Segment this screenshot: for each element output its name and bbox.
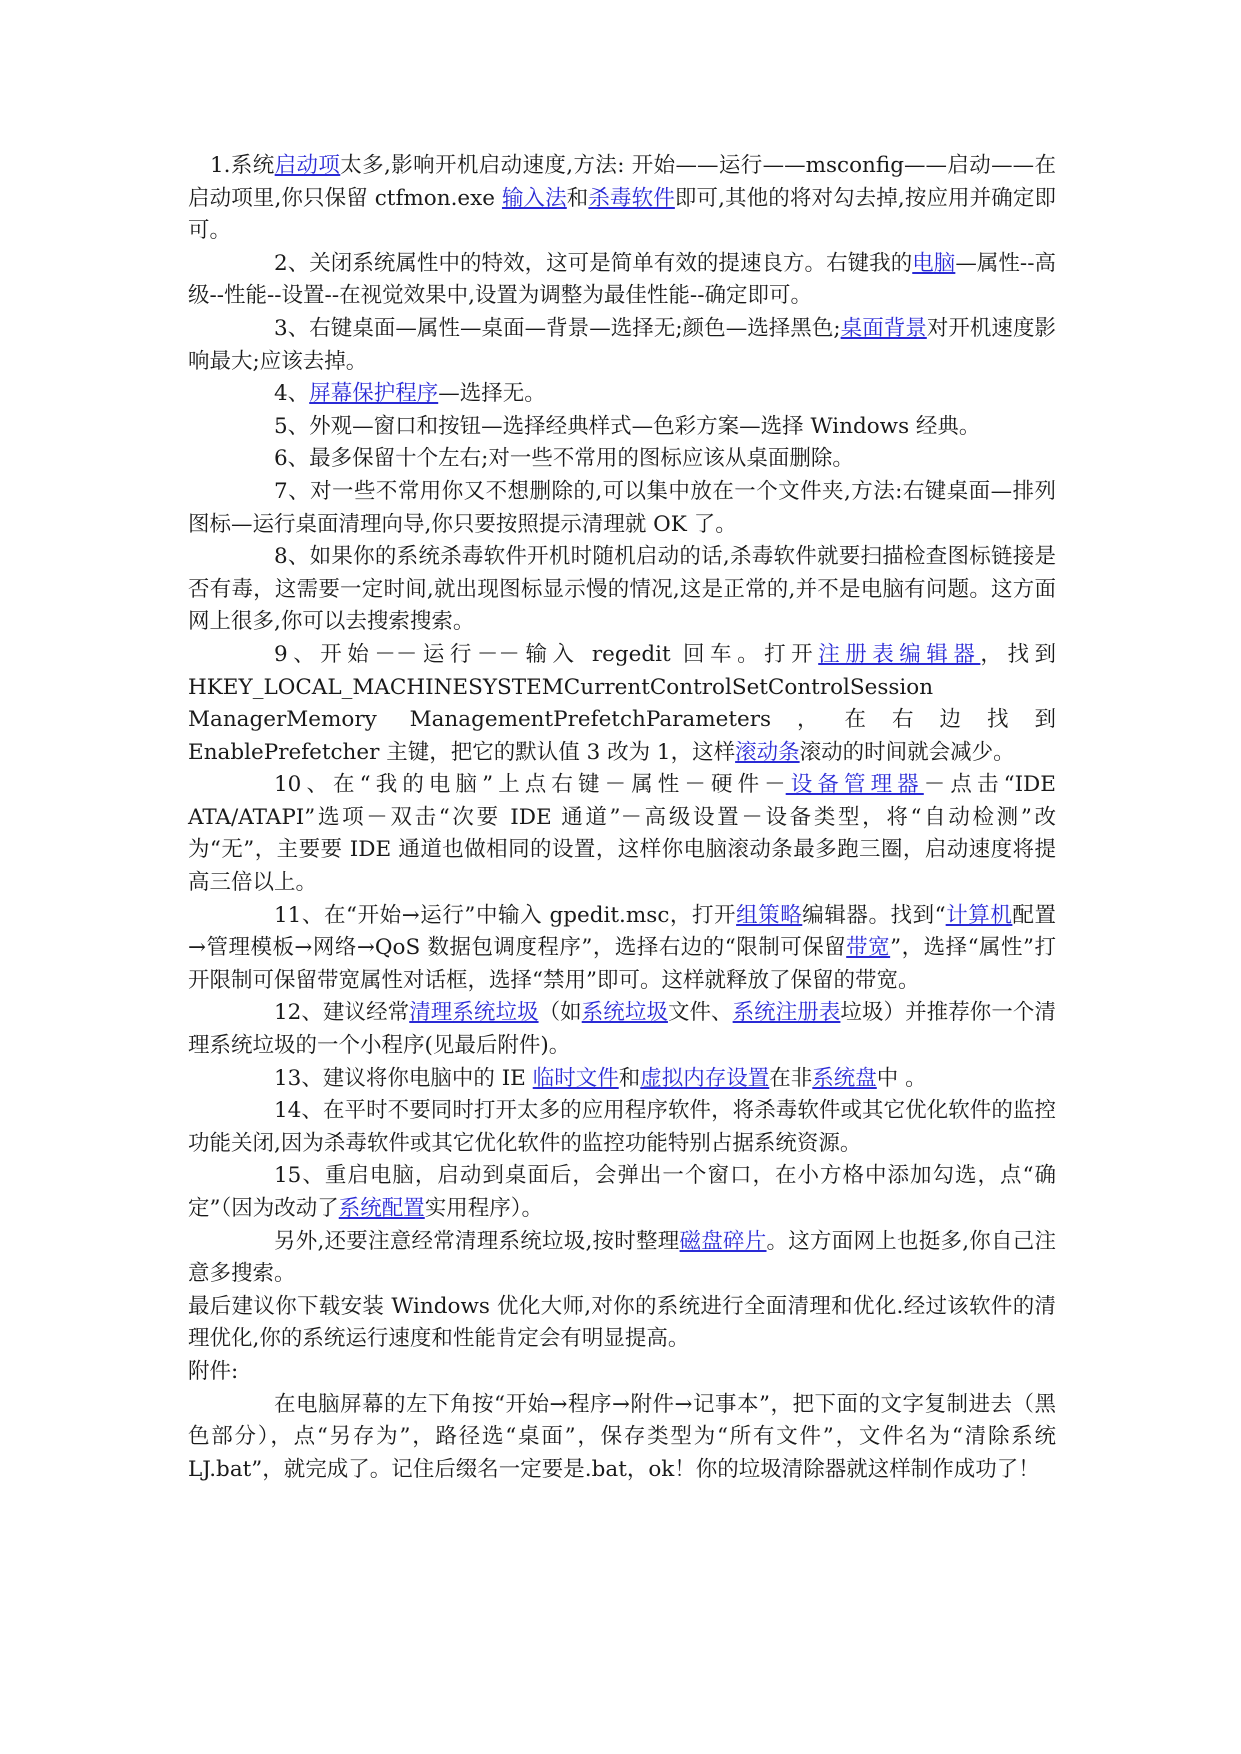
paragraph-15 <box>188 1160 1056 1225</box>
text-run: 在非 <box>769 1065 813 1091</box>
text-run: 14、在平时不要同时打开太多的应用程序软件，将杀毒软件或其它优化软件的监控功能关闭,因为杀毒软件或其它优化软件的监控功能特别占据系统资源。 <box>188 1098 1056 1156</box>
text-run: （如 <box>538 1000 582 1026</box>
text-run: 15、重启电脑，启动到桌面后，会弹出一个窗口，在小方格中添加勾选，点“确定”（因为改动了 <box>188 1163 1056 1221</box>
text-run: 11、在“开始→运行”中输入 gpedit.msc，打开 <box>274 902 737 928</box>
link-计算机[interactable]: 计算机 <box>945 902 1013 928</box>
text-run: 6、最多保留十个左右;对一些不常用的图标应该从桌面删除。 <box>274 446 854 472</box>
text-run: 10、在“我的电脑”上点右键－属性－硬件－ <box>274 772 786 798</box>
link-虚拟内存设置[interactable]: 虚拟内存设置 <box>640 1065 770 1091</box>
text-run: 。这方面网上也挺多,你自己注意多搜索。 <box>188 1228 1057 1287</box>
paragraph-1 <box>188 150 1056 248</box>
link-桌面背景[interactable]: 桌面背景 <box>840 315 927 341</box>
link-系统垃圾[interactable]: 系统垃圾 <box>581 1000 668 1026</box>
text-run: 4、 <box>274 381 310 407</box>
text-run: 13、建议将你电脑中的 IE <box>274 1065 533 1091</box>
paragraph-5 <box>188 411 1056 444</box>
text-run: －点击“IDE ATA/ATAPI”选项－双击“次要 IDE 通道”－高级设置－设备类型，将“自动检测”改为“无”，主要要 IDE 通道也做相同的设置，这样你电脑滚动条最多跑三圈，启动速度将提高三倍以上。 <box>188 772 1056 896</box>
text-run: 和 <box>618 1065 641 1091</box>
paragraph-11 <box>188 900 1056 998</box>
text-run: 12、建议经常 <box>274 1000 410 1026</box>
link-系统盘[interactable]: 系统盘 <box>812 1065 877 1091</box>
text-run: 垃圾）并推荐你一个清理系统垃圾的一个小程序(见最后附件)。 <box>188 1000 1056 1059</box>
text-run: 7、对一些不常用你又不想删除的,可以集中放在一个文件夹,方法:右键桌面—排列图标—运行桌面清理向导,你只要按照提示清理就 OK 了。 <box>188 478 1056 537</box>
link-系统注册表[interactable]: 系统注册表 <box>732 1000 841 1026</box>
link-注册表编辑器[interactable]: 注册表编辑器 <box>818 641 981 667</box>
text-run: 9、开始－－运行－－输入 regedit 回车。打开 <box>274 641 819 667</box>
text-run: ”，选择“属性”打开限制可保留带宽属性对话框，选择“禁用”即可。这样就释放了保留的带宽。 <box>188 935 1056 993</box>
text-run: 文件、 <box>667 1000 733 1026</box>
paragraph-16 <box>188 1226 1056 1291</box>
text-run: ，找到 HKEY_LOCAL_MACHINESYSTEMCurrentControlSetControlSession ManagerMemory ManagementPrefetchParameters，在右边找到 EnablePrefetcher 主键，把它的默认值 3 改为 1，这样 <box>188 641 1056 765</box>
text-run: 即可,其他的将对勾去掉,按应用并确定即可。 <box>188 185 1056 244</box>
link-组策略[interactable]: 组策略 <box>736 902 803 928</box>
link-系统配置[interactable]: 系统配置 <box>338 1196 425 1221</box>
link-临时文件[interactable]: 临时文件 <box>532 1065 619 1091</box>
text-run: 配置→管理模板→网络→QoS 数据包调度程序”，选择右边的“限制可保留 <box>188 902 1056 961</box>
paragraph-9 <box>188 639 1056 769</box>
link-清理系统垃圾[interactable]: 清理系统垃圾 <box>409 1000 539 1026</box>
link-带宽[interactable]: 带宽 <box>846 935 891 961</box>
paragraph-18 <box>188 1356 1056 1389</box>
link-磁盘碎片[interactable]: 磁盘碎片 <box>679 1228 767 1254</box>
text-run: 对开机速度影响最大;应该去掉。 <box>188 315 1056 374</box>
paragraph-19 <box>188 1389 1056 1487</box>
link-滚动条[interactable]: 滚动条 <box>735 739 800 765</box>
text-run: 3、右键桌面—属性—桌面—背景—选择无;颜色—选择黑色; <box>274 315 841 341</box>
text-run: 在电脑屏幕的左下角按“开始→程序→附件→记事本”，把下面的文字复制进去（黑色部分），点“另存为”，路径选“桌面”，保存类型为“所有文件”，文件名为“清除系统 LJ.bat”，就完成了。记住后缀名一定要是.bat，ok！你的垃圾清除器就这样制作成功了！ <box>188 1391 1056 1482</box>
text-run: 太多,影响开机启动速度,方法: 开始——运行——msconfig——启动——在启动项里,你只保留 ctfmon.exe <box>188 153 1056 211</box>
link-电脑[interactable]: 电脑 <box>912 250 956 276</box>
text-run: 和 <box>566 185 589 211</box>
paragraph-4 <box>188 378 1056 411</box>
paragraph-17 <box>188 1291 1056 1356</box>
paragraph-8 <box>188 541 1056 639</box>
text-run: 2、关闭系统属性中的特效，这可是简单有效的提速良方。右键我的 <box>274 250 913 276</box>
text-run: 最后建议你下载安装 Windows 优化大师,对你的系统进行全面清理和优化.经过该软件的清理优化,你的系统运行速度和性能肯定会有明显提高。 <box>188 1293 1056 1352</box>
paragraph-6 <box>188 443 1056 476</box>
text-run: 另外,还要注意经常清理系统垃圾,按时整理 <box>274 1228 680 1254</box>
text-run: 滚动的时间就会减少。 <box>799 739 1015 765</box>
text-run: 附件: <box>188 1358 239 1384</box>
paragraph-7 <box>188 476 1056 541</box>
link-输入法[interactable]: 输入法 <box>501 185 567 211</box>
text-run: 实用程序）。 <box>424 1196 544 1221</box>
text-run: 5、外观—窗口和按钮—选择经典样式—色彩方案—选择 Windows 经典。 <box>274 413 981 439</box>
link-屏幕保护程序[interactable]: 屏幕保护程序 <box>309 381 439 407</box>
text-run: 8、如果你的系统杀毒软件开机时随机启动的话,杀毒软件就要扫描检查图标链接是否有毒，这需要一定时间,就出现图标显示慢的情况,这是正常的,并不是电脑有问题。这方面网上很多,你可以去搜索搜索。 <box>188 544 1056 635</box>
link-启动项[interactable]: 启动项 <box>274 153 341 178</box>
link-杀毒软件[interactable]: 杀毒软件 <box>588 185 675 211</box>
text-run: 中 。 <box>876 1065 927 1091</box>
paragraph-12 <box>188 997 1056 1062</box>
paragraph-14 <box>188 1095 1056 1160</box>
text-run: —属性--高级--性能--设置--在视觉效果中,设置为调整为最佳性能--确定即可。 <box>188 250 1056 309</box>
paragraph-10 <box>188 769 1056 899</box>
text-run: 1.系统 <box>210 153 275 178</box>
paragraph-2 <box>188 248 1056 313</box>
paragraph-3 <box>188 313 1056 378</box>
paragraph-13 <box>188 1063 1056 1096</box>
link-设备管理器[interactable]: 设备管理器 <box>785 772 924 798</box>
text-run: 编辑器。找到“ <box>802 902 946 928</box>
text-run: —选择无。 <box>438 381 546 407</box>
document-body <box>188 150 1056 1486</box>
